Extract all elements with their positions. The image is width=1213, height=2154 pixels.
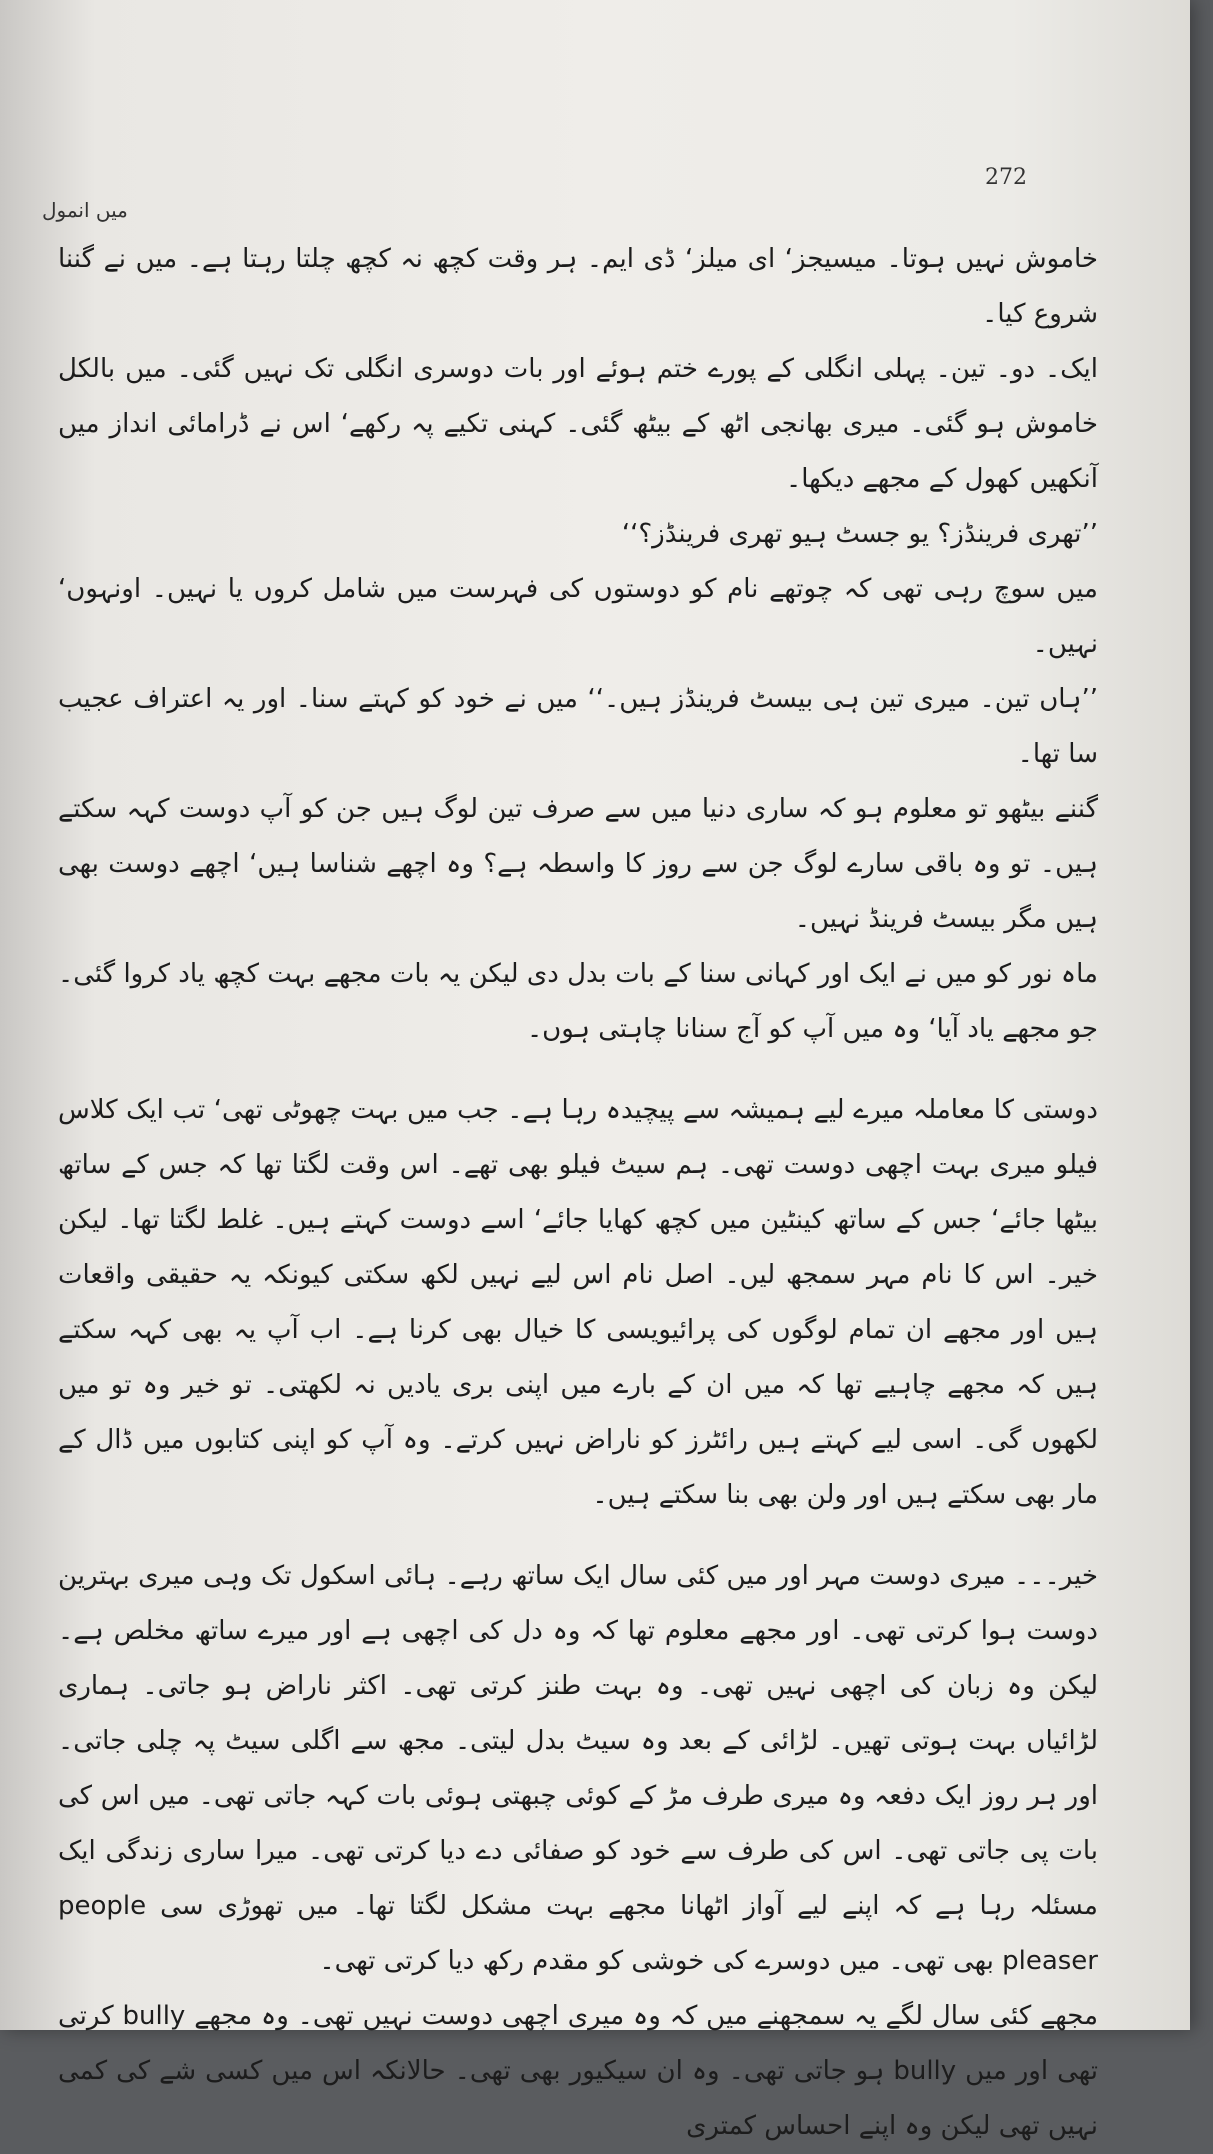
running-head: میں انمول [42,198,128,222]
paragraph: ’’ہاں تین۔ میری تین ہی بیسٹ فرینڈز ہیں۔‘‘ میں نے خود کو کہتے سنا۔ اور یہ اعتراف عجیب سا تھا۔ [58,684,1098,769]
body-text [58,232,1098,2154]
paragraph: دوستی کا معاملہ میرے لیے ہمیشہ سے پیچیدہ رہا ہے۔ جب میں بہت چھوٹی تھی‘ تب ایک کلاس فیلو میری بہت اچھی دوست تھی۔ ہم سیٹ فیلو بھی تھے۔ اس وقت لگتا تھا کہ جس کے ساتھ بیٹھا جائے‘ جس کے ساتھ کینٹین میں کچھ کھایا جائے‘ اسے دوست کہتے ہیں۔ غلط لگتا تھا۔ لیکن خیر۔ اس کا نام مہر سمجھ لیں۔ اصل نام اس لیے نہیں لکھ سکتی کیونکہ یہ حقیقی واقعات ہیں اور مجھے ان تمام لوگوں کی پرائیویسی کا خیال بھی کرنا ہے۔ اب آپ یہ بھی کہہ سکتے ہیں کہ مجھے چاہیے تھا کہ میں ان کے بارے میں اپنی بری یادیں نہ لکھتی۔ تو خیر وہ تو میں لکھوں گی۔ اسی لیے کہتے ہیں رائٹرز کو ناراض نہیں کرتے۔ وہ آپ کو اپنی کتابوں میں ڈال کے مار بھی سکتے ہیں اور ولن بھی بنا سکتے ہیں۔ [58,1095,1098,1510]
paragraph: خاموش نہیں ہوتا۔ میسیجز‘ ای میلز‘ ڈی ایم۔ ہر وقت کچھ نہ کچھ چلتا رہتا ہے۔ میں نے گننا شروع کیا۔ [58,244,1098,329]
page-number: 272 [985,165,1027,190]
paragraph: خیر۔۔۔ میری دوست مہر اور میں کئی سال ایک ساتھ رہے۔ ہائی اسکول تک وہی میری بہترین دوست ہوا کرتی تھی۔ اور مجھے معلوم تھا کہ وہ دل کی اچھی ہے اور میرے ساتھ مخلص ہے۔ لیکن وہ زبان کی اچھی نہیں تھی۔ وہ بہت طنز کرتی تھی۔ اکثر ناراض ہو جاتی۔ ہماری لڑائیاں بہت ہوتی تھیں۔ لڑائی کے بعد وہ سیٹ بدل لیتی۔ مجھ سے اگلی سیٹ پہ چلی جاتی۔ اور ہر روز ایک دفعہ وہ میری طرف مڑ کے کوئی چبھتی ہوئی بات کہہ جاتی تھی۔ میں اس کی بات پی جاتی تھی۔ اس کی طرف سے خود کو صفائی دے دیا کرتی تھی۔ میرا ساری زندگی ایک مسئلہ رہا ہے کہ اپنے لیے آواز اٹھانا مجھے بہت مشکل لگتا تھا۔ میں تھوڑی سی people pleaser بھی تھی۔ میں دوسرے کی خوشی کو مقدم رکھ دیا کرتی تھی۔ [58,1561,1098,1976]
paragraph: ’’تھری فرینڈز؟ یو جسٹ ہیو تھری فرینڈز؟‘‘ [621,519,1098,549]
paragraph: گننے بیٹھو تو معلوم ہو کہ ساری دنیا میں سے صرف تین لوگ ہیں جن کو آپ دوست کہہ سکتے ہیں۔ تو وہ باقی سارے لوگ جن سے روز کا واسطہ ہے؟ وہ اچھے شناسا ہیں‘ اچھے دوست بھی ہیں مگر بیسٹ فرینڈ نہیں۔ [58,794,1098,934]
paragraph: میں سوچ رہی تھی کہ چوتھے نام کو دوستوں کی فہرست میں شامل کروں یا نہیں۔ اونہوں‘ نہیں۔ [58,574,1098,659]
paragraph: ماہ نور کو میں نے ایک اور کہانی سنا کے بات بدل دی لیکن یہ بات مجھے بہت کچھ یاد کروا گئی۔ جو مجھے یاد آیا‘ وہ میں آپ کو آج سنانا چاہتی ہوں۔ [58,959,1098,1044]
paragraph: ایک۔ دو۔ تین۔ پہلی انگلی کے پورے ختم ہوئے اور بات دوسری انگلی تک نہیں گئی۔ میں بالکل خاموش ہو گئی۔ میری بھانجی اٹھ کے بیٹھ گئی۔ کہنی تکیے پہ رکھے‘ اس نے ڈرامائی انداز میں آنکھیں کھول کے مجھے دیکھا۔ [58,354,1099,494]
paragraph: مجھے کئی سال لگے یہ سمجھنے میں کہ وہ میری اچھی دوست نہیں تھی۔ وہ مجھے bully کرتی تھی اور میں bully ہو جاتی تھی۔ وہ ان سیکیور بھی تھی۔ حالانکہ اس میں کسی شے کی کمی نہیں تھی لیکن وہ اپنے احساس کمتری [58,2001,1098,2141]
